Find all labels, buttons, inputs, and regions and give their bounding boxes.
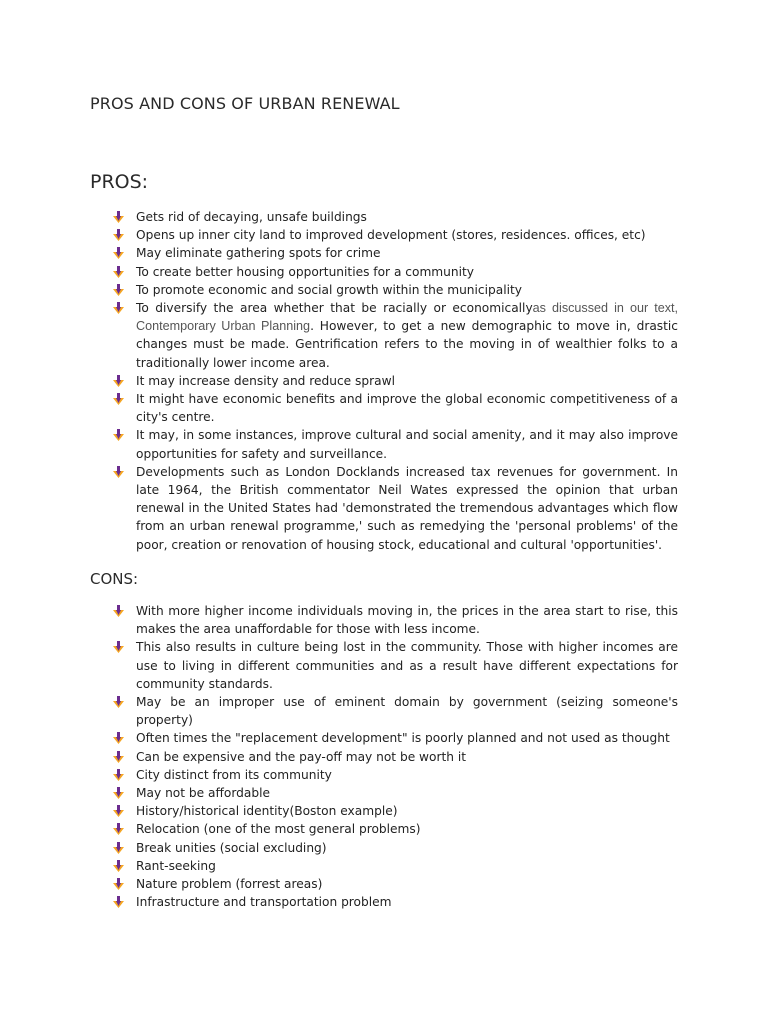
cons-item: Rant-seeking bbox=[112, 857, 678, 875]
cons-item: With more higher income individuals moving in, the prices in the area start to rise, this makes the area unaffordable for those with less income. bbox=[112, 602, 678, 638]
page-title: PROS AND CONS OF URBAN RENEWAL bbox=[90, 94, 400, 113]
arrow-down-bullet-icon bbox=[112, 266, 125, 279]
text-reference-note: as discussed in our text, Contemporary Urban Planning bbox=[136, 301, 678, 334]
cons-item: Often times the "replacement development" is poorly planned and not used as thought bbox=[112, 729, 678, 747]
cons-item: City distinct from its community bbox=[112, 766, 678, 784]
arrow-down-bullet-icon bbox=[112, 211, 125, 224]
arrow-down-bullet-icon bbox=[112, 302, 125, 315]
pros-item: It may, in some instances, improve cultural and social amenity, and it may also improve opportunities for safety and surveillance. bbox=[112, 426, 678, 462]
arrow-down-bullet-icon bbox=[112, 751, 125, 764]
arrow-down-bullet-icon bbox=[112, 787, 125, 800]
arrow-down-bullet-icon bbox=[112, 393, 125, 406]
cons-item: May not be affordable bbox=[112, 784, 678, 802]
pros-item: It may increase density and reduce sprawl bbox=[112, 372, 678, 390]
arrow-down-bullet-icon bbox=[112, 805, 125, 818]
cons-item: May be an improper use of eminent domain by government (seizing someone's property) bbox=[112, 693, 678, 729]
pros-item: Opens up inner city land to improved development (stores, residences. offices, etc) bbox=[112, 226, 678, 244]
arrow-down-bullet-icon bbox=[112, 466, 125, 479]
arrow-down-bullet-icon bbox=[112, 860, 125, 873]
arrow-down-bullet-icon bbox=[112, 641, 125, 654]
pros-item: It might have economic benefits and improve the global economic competitiveness of a city's centre. bbox=[112, 390, 678, 426]
cons-heading: CONS: bbox=[90, 570, 139, 588]
pros-item: Developments such as London Docklands increased tax revenues for government. In late 1964, the British commentator Neil Wates expressed the opinion that urban renewal in the United States had 'demonstrated the tremendous advantages which flow from an urban renewal programme,' such as remedying the 'personal problems' of the poor, creation or renovation of housing stock, educational and cultural 'opportunities'. bbox=[112, 463, 678, 554]
pros-item: To promote economic and social growth within the municipality bbox=[112, 281, 678, 299]
pros-heading: PROS: bbox=[90, 171, 149, 193]
pros-list bbox=[112, 208, 678, 554]
arrow-down-bullet-icon bbox=[112, 284, 125, 297]
cons-item: Infrastructure and transportation problem bbox=[112, 893, 678, 911]
arrow-down-bullet-icon bbox=[112, 769, 125, 782]
pros-item: To create better housing opportunities for a community bbox=[112, 263, 678, 281]
pros-item: Gets rid of decaying, unsafe buildings bbox=[112, 208, 678, 226]
cons-item: Break unities (social excluding) bbox=[112, 839, 678, 857]
arrow-down-bullet-icon bbox=[112, 247, 125, 260]
arrow-down-bullet-icon bbox=[112, 696, 125, 709]
cons-item: Relocation (one of the most general problems) bbox=[112, 820, 678, 838]
cons-item: This also results in culture being lost in the community. Those with higher incomes are use to living in different communities and as a result have different expectations for community standards. bbox=[112, 638, 678, 693]
cons-item: Can be expensive and the pay-off may not be worth it bbox=[112, 748, 678, 766]
pros-item: May eliminate gathering spots for crime bbox=[112, 244, 678, 262]
cons-item: Nature problem (forrest areas) bbox=[112, 875, 678, 893]
cons-item: History/historical identity(Boston example) bbox=[112, 802, 678, 820]
arrow-down-bullet-icon bbox=[112, 375, 125, 388]
arrow-down-bullet-icon bbox=[112, 429, 125, 442]
arrow-down-bullet-icon bbox=[112, 823, 125, 836]
arrow-down-bullet-icon bbox=[112, 605, 125, 618]
arrow-down-bullet-icon bbox=[112, 896, 125, 909]
arrow-down-bullet-icon bbox=[112, 842, 125, 855]
arrow-down-bullet-icon bbox=[112, 732, 125, 745]
arrow-down-bullet-icon bbox=[112, 878, 125, 891]
pros-item: To diversify the area whether that be racially or economicallyas discussed in our text, Contemporary Urban Planning. However, to get a new demographic to move in, drastic changes must be made. Gentrification refers to the moving in of wealthier folks to a traditionally lower income area. bbox=[112, 299, 678, 372]
cons-list bbox=[112, 602, 678, 911]
arrow-down-bullet-icon bbox=[112, 229, 125, 242]
